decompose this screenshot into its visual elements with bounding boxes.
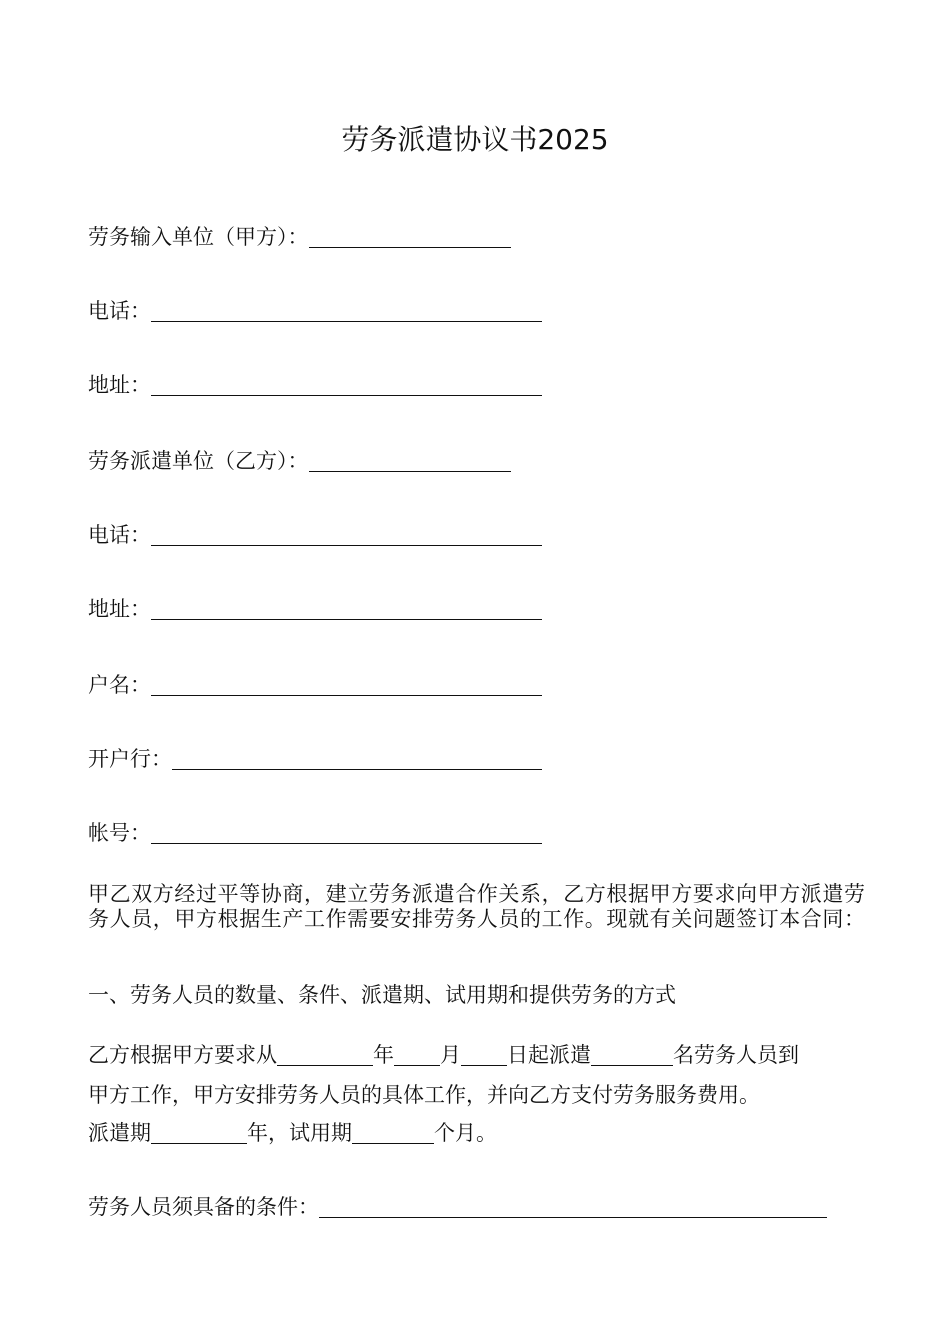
conditions-field bbox=[88, 1192, 827, 1222]
party-b-address-field bbox=[88, 594, 542, 624]
line1-month-text: 月 bbox=[440, 1043, 461, 1067]
months-text: 个月。 bbox=[434, 1121, 497, 1145]
party-b-address-blank[interactable] bbox=[151, 597, 542, 620]
account-number-label: 帐号： bbox=[88, 821, 151, 845]
bank-field bbox=[88, 744, 542, 774]
party-b-address-label: 地址： bbox=[88, 597, 151, 621]
party-a-phone-blank[interactable] bbox=[151, 299, 542, 322]
line1-text-start: 乙方根据甲方要求从 bbox=[88, 1043, 277, 1067]
start-day-blank[interactable] bbox=[461, 1043, 507, 1066]
party-a-address-label: 地址： bbox=[88, 373, 151, 397]
account-number-field bbox=[88, 818, 542, 848]
party-b-phone-label: 电话： bbox=[88, 523, 151, 547]
party-b-unit-blank[interactable] bbox=[309, 449, 511, 472]
party-a-unit-field bbox=[88, 222, 511, 252]
bank-label: 开户行： bbox=[88, 747, 172, 771]
party-a-unit-label: 劳务输入单位（甲方）： bbox=[88, 225, 309, 249]
party-b-phone-blank[interactable] bbox=[151, 523, 542, 546]
party-b-phone-field bbox=[88, 520, 542, 550]
start-month-blank[interactable] bbox=[394, 1043, 440, 1066]
party-b-unit-field bbox=[88, 446, 511, 476]
conditions-label: 劳务人员须具备的条件： bbox=[88, 1195, 319, 1219]
section1-line1 bbox=[88, 1040, 799, 1070]
probation-label: 年，试用期 bbox=[247, 1121, 352, 1145]
worker-count-blank[interactable] bbox=[591, 1043, 673, 1066]
intro-paragraph: 甲乙双方经过平等协商，建立劳务派遣合作关系，乙方根据甲方要求向甲方派遣劳务人员，甲方根据生产工作需要安排劳务人员的工作。现就有关问题签订本合同： bbox=[88, 882, 866, 931]
party-b-unit-label: 劳务派遣单位（乙方）： bbox=[88, 449, 309, 473]
party-a-unit-blank[interactable] bbox=[309, 225, 511, 248]
account-name-blank[interactable] bbox=[151, 673, 542, 696]
line1-text-end: 名劳务人员到 bbox=[673, 1043, 799, 1067]
account-name-field bbox=[88, 670, 542, 700]
party-a-phone-label: 电话： bbox=[88, 299, 151, 323]
account-name-label: 户名： bbox=[88, 673, 151, 697]
account-number-blank[interactable] bbox=[151, 821, 542, 844]
line1-year-text: 年 bbox=[373, 1043, 394, 1067]
section1-line2: 甲方工作，甲方安排劳务人员的具体工作，并向乙方支付劳务服务费用。 bbox=[88, 1083, 760, 1107]
party-a-phone-field bbox=[88, 296, 542, 326]
document-title: 劳务派遣协议书2025 bbox=[341, 123, 609, 156]
party-a-address-blank[interactable] bbox=[151, 373, 542, 396]
line1-day-text: 日起派遣 bbox=[507, 1043, 591, 1067]
dispatch-period-label: 派遣期 bbox=[88, 1121, 151, 1145]
dispatch-period-blank[interactable] bbox=[151, 1121, 247, 1144]
bank-blank[interactable] bbox=[172, 747, 542, 770]
section1-line3 bbox=[88, 1118, 497, 1148]
party-a-address-field bbox=[88, 370, 542, 400]
probation-blank[interactable] bbox=[352, 1121, 434, 1144]
conditions-blank[interactable] bbox=[319, 1195, 827, 1218]
start-year-blank[interactable] bbox=[277, 1043, 373, 1066]
section1-heading: 一、劳务人员的数量、条件、派遣期、试用期和提供劳务的方式 bbox=[88, 983, 676, 1007]
